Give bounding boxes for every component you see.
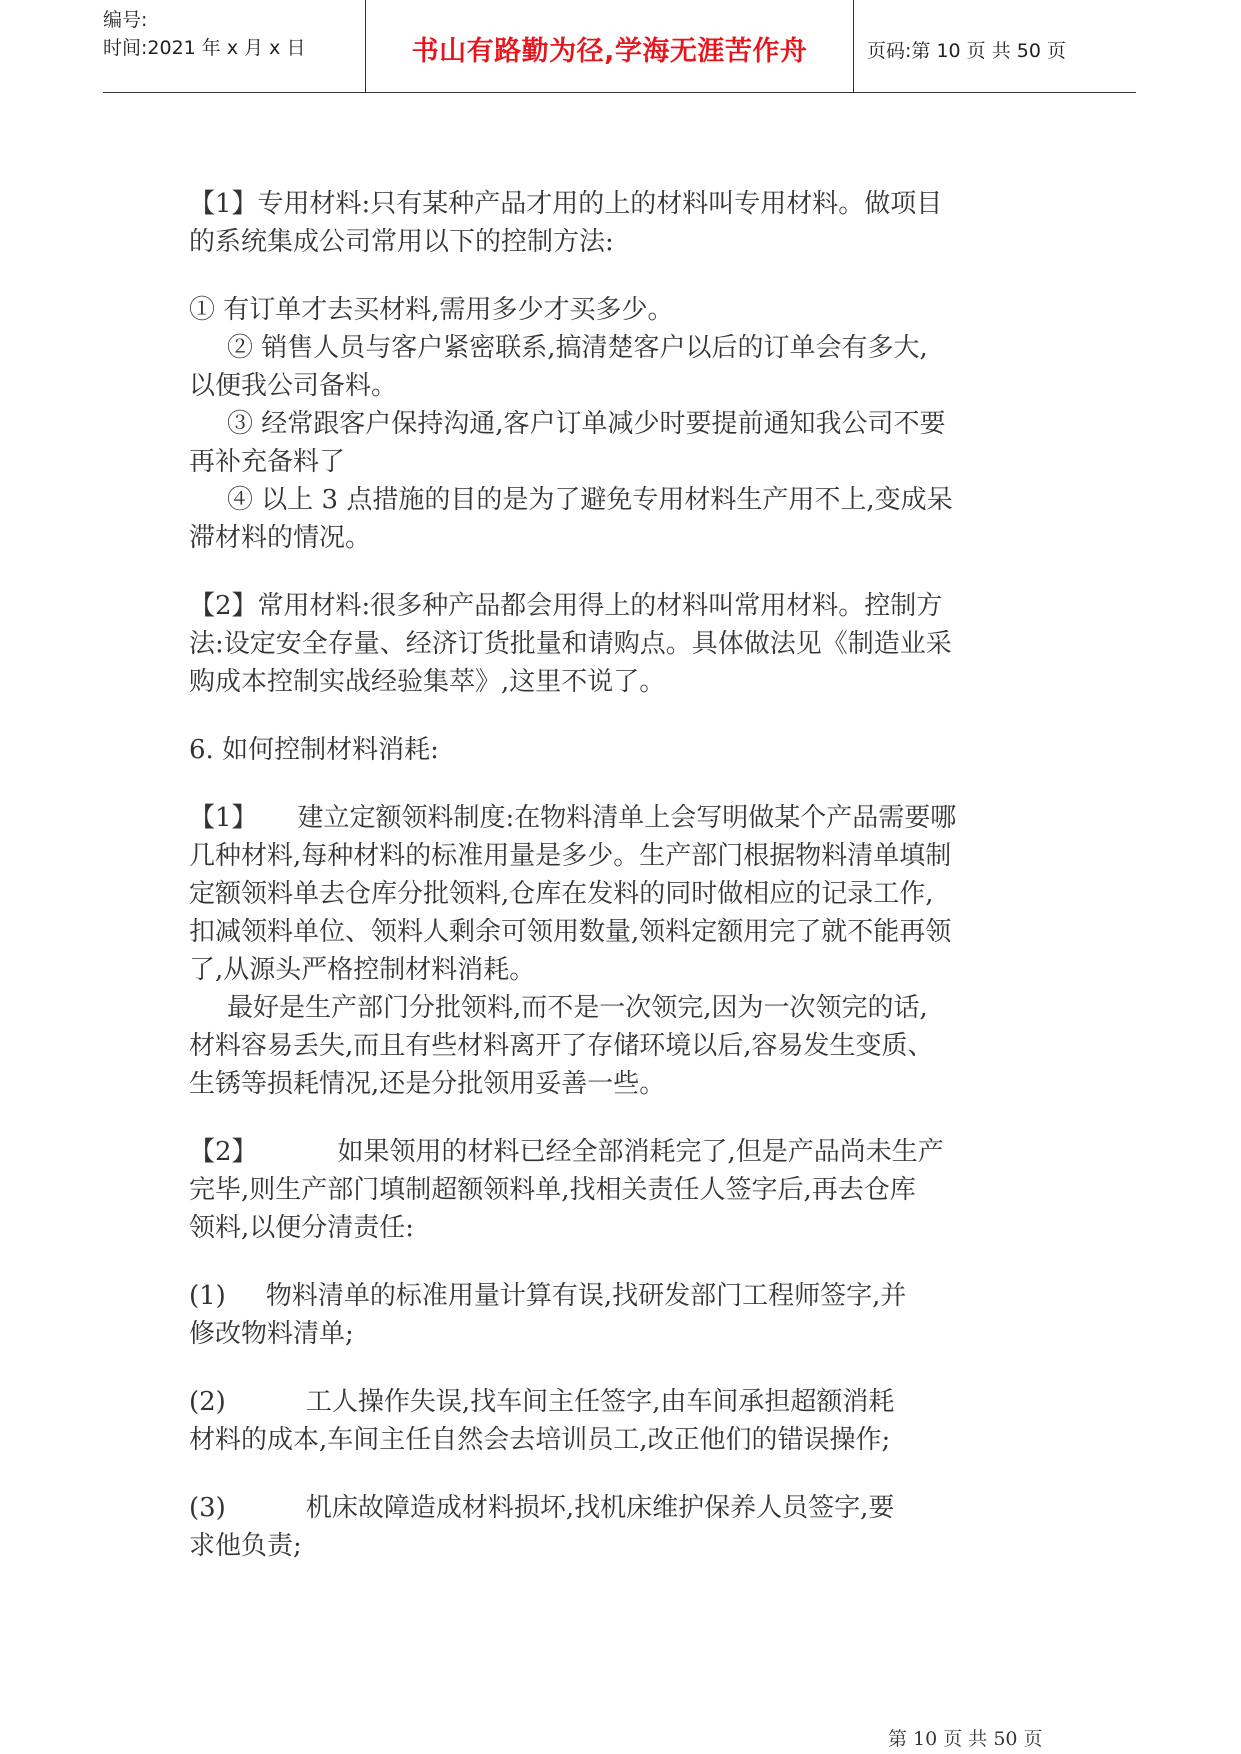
list-item: ① 有订单才去买材料,需用多少才买多少。 [189, 295, 674, 325]
paragraph-line [189, 1383, 1059, 1421]
section-heading: 6. 如何控制材料消耗: [189, 735, 439, 765]
item-label: (2) [189, 1387, 226, 1417]
header-divider [853, 0, 854, 92]
paragraph-line [189, 1277, 1059, 1315]
document-body [189, 185, 1059, 1565]
paragraph-line: 几种材料,每种材料的标准用量是多少。生产部门根据物料清单填制 [189, 841, 952, 871]
header-motto: 书山有路勤为径,学海无涯苦作舟 [411, 36, 808, 67]
header-page-code: 页码:第 10 页 共 50 页 [867, 40, 1066, 62]
item-text: 工人操作失误,找车间主任签字,由车间承担超额消耗 [305, 1387, 895, 1417]
document-number-label: 编号: [103, 9, 148, 31]
paragraph-line: 完毕,则生产部门填制超额领料单,找相关责任人签字后,再去仓库 [189, 1175, 916, 1205]
paragraph-line: 修改物料清单; [189, 1319, 354, 1349]
paragraph-line: 材料容易丢失,而且有些材料离开了存储环境以后,容易发生变质、 [189, 1031, 934, 1061]
item-label: 【1】 [189, 803, 258, 833]
paragraph-line: 购成本控制实战经验集萃》,这里不说了。 [189, 667, 666, 697]
item-text: 建立定额领料制度:在物料清单上会写明做某个产品需要哪 [297, 803, 957, 833]
paragraph-line [189, 799, 1059, 837]
item-text: 机床故障造成材料损坏,找机床维护保养人员签字,要 [305, 1493, 895, 1523]
paragraph-line: 【1】专用材料:只有某种产品才用的上的材料叫专用材料。做项目 [189, 189, 943, 219]
document-date: 时间:2021 年 x 月 x 日 [103, 37, 306, 59]
page-header [103, 0, 1136, 93]
item-label: 【2】 [189, 1137, 258, 1167]
paragraph-line: 求他负责; [189, 1531, 302, 1561]
list-item: ④ 以上 3 点措施的目的是为了避免专用材料生产用不上,变成呆 [227, 485, 953, 515]
paragraph-line: 定额领料单去仓库分批领料,仓库在发料的同时做相应的记录工作, [189, 879, 934, 909]
paragraph-line [189, 1133, 1059, 1171]
paragraph-line: 以便我公司备料。 [189, 371, 398, 401]
item-text: 物料清单的标准用量计算有误,找研发部门工程师签字,并 [265, 1281, 907, 1311]
paragraph-line: 的系统集成公司常用以下的控制方法: [189, 227, 614, 257]
page-footer: 第 10 页 共 50 页 [888, 1728, 1043, 1750]
paragraph-line: 再补充备料了 [189, 447, 346, 477]
paragraph-line: 领料,以便分清责任: [189, 1213, 415, 1243]
item-label: (1) [189, 1281, 226, 1311]
paragraph-line: 了,从源头严格控制材料消耗。 [189, 955, 536, 985]
list-item: ③ 经常跟客户保持沟通,客户订单减少时要提前通知我公司不要 [227, 409, 946, 439]
paragraph-line: 扣减领料单位、领料人剩余可领用数量,领料定额用完了就不能再领 [189, 917, 952, 947]
paragraph-line: 法:设定安全存量、经济订货批量和请购点。具体做法见《制造业采 [189, 629, 952, 659]
paragraph-line: 滞材料的情况。 [189, 523, 372, 553]
item-label: (3) [189, 1493, 226, 1523]
list-item: ② 销售人员与客户紧密联系,搞清楚客户以后的订单会有多大, [227, 333, 928, 363]
paragraph-line: 材料的成本,车间主任自然会去培训员工,改正他们的错误操作; [189, 1425, 891, 1455]
paragraph-line: 【2】常用材料:很多种产品都会用得上的材料叫常用材料。控制方 [189, 591, 943, 621]
paragraph-line [189, 1489, 1059, 1527]
paragraph-line: 生锈等损耗情况,还是分批领用妥善一些。 [189, 1069, 666, 1099]
item-text: 如果领用的材料已经全部消耗完了,但是产品尚未生产 [337, 1137, 944, 1167]
paragraph-line: 最好是生产部门分批领料,而不是一次领完,因为一次领完的话, [227, 993, 928, 1023]
header-meta [103, 6, 305, 62]
